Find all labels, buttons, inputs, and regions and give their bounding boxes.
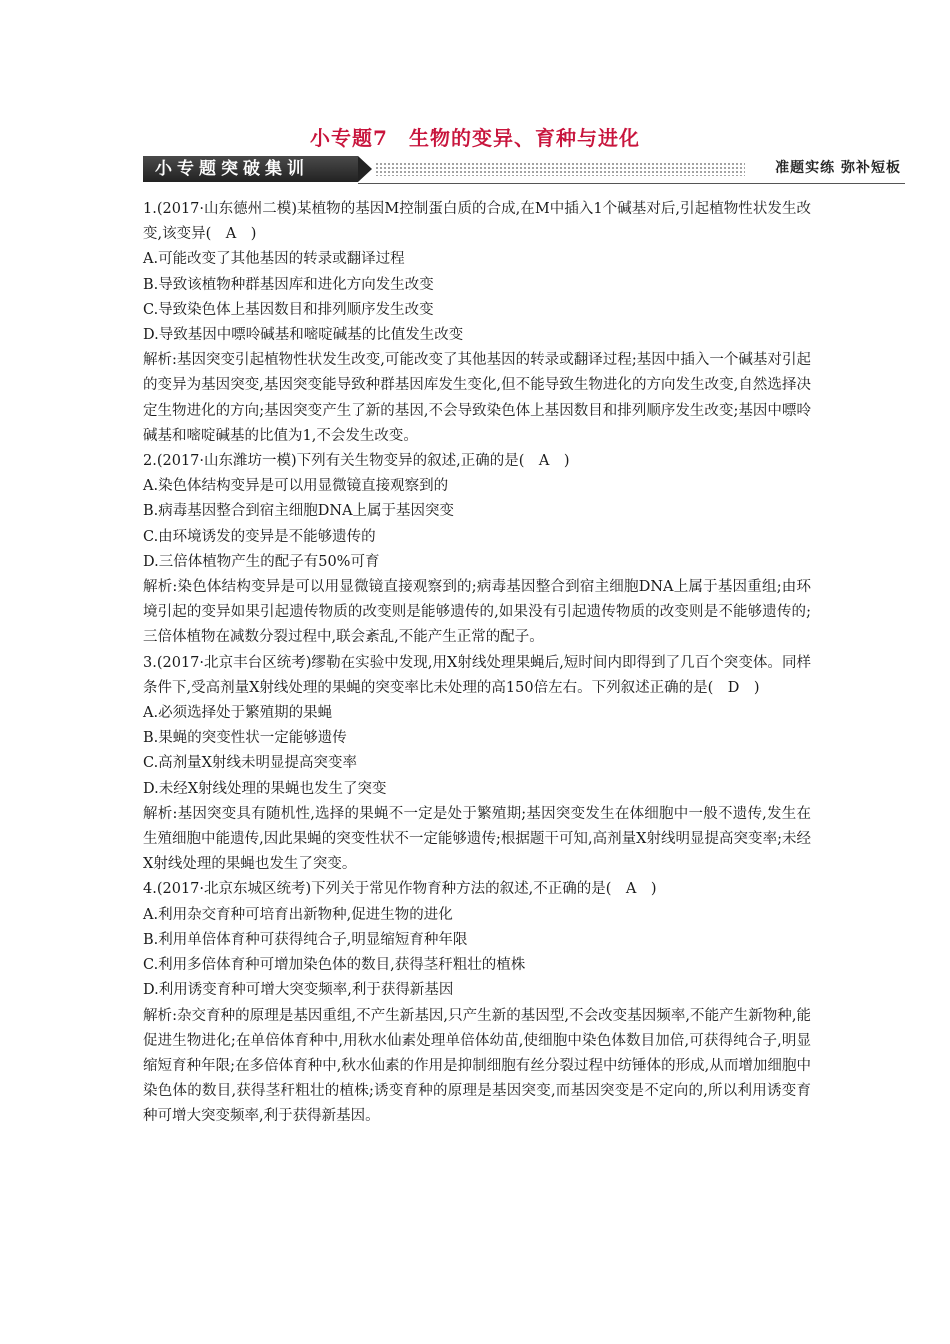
analysis: 解析:基因突变具有随机性,选择的果蝇不一定是处于繁殖期;基因突变发生在体细胞中一般不遗传,发生在生殖细胞中能遗传,因此果蝇的突变性状不一定能够遗传;根据题干可知,高剂量X射线明显提高突变率;未经X射线处理的果蝇也发生了突变。 (143, 805, 811, 873)
analysis: 解析:基因突变引起植物性状发生改变,可能改变了其他基因的转录或翻译过程;基因中插入一个碱基对引起的变异为基因突变,基因突变能导致种群基因库发生变化,但不能导致生物进化的方向发生改变,自然选择决定生物进化的方向;基因突变产生了新的基因,不会导致染色体上基因数目和排列顺序发生改变;基因中嘌呤碱基和嘧啶碱基的比值为1,不会发生改变。 (143, 352, 811, 444)
analysis: 解析:染色体结构变异是可以用显微镜直接观察到的;病毒基因整合到宿主细胞DNA上属于基因重组;由环境引起的变异如果引起遗传物质的改变则是能够遗传的,如果没有引起遗传物质的改变则是不能够遗传的;三倍体植物在减数分裂过程中,联会紊乱,不能产生正常的配子。 (143, 579, 811, 646)
question-stem: 3.(2017·北京丰台区统考)缪勒在实验中发现,用X射线处理果蝇后,短时间内即得到了几百个突变体。同样条件下,受高剂量X射线处理的果蝇的突变率比未处理的高150倍左右。下列叙述正确的是( D ) (143, 654, 811, 696)
banner-dotted-pattern (375, 162, 745, 176)
question-1 (143, 197, 811, 449)
banner-slogan: 准题实练 弥补短板 (775, 160, 901, 176)
option-b: B.导致该植物种群基因库和进化方向发生改变 (143, 276, 434, 293)
option-b: B.利用单倍体育种可获得纯合子,明显缩短育种年限 (143, 931, 468, 948)
option-c: C.由环境诱发的变异是不能够遗传的 (143, 528, 376, 545)
question-3 (143, 651, 811, 878)
option-b: B.病毒基因整合到宿主细胞DNA上属于基因突变 (143, 503, 455, 520)
option-d: D.利用诱变育种可增大突变频率,利于获得新基因 (143, 982, 454, 999)
section-banner (143, 154, 905, 184)
question-stem: 4.(2017·北京东城区统考)下列关于常见作物育种方法的叙述,不正确的是( A ) (143, 881, 657, 898)
question-stem: 1.(2017·山东德州二模)某植物的基因M控制蛋白质的合成,在M中插入1个碱基对后,引起植物性状发生改变,该变异( A ) (143, 201, 811, 243)
question-list (143, 197, 811, 1130)
option-d: D.导致基因中嘌呤碱基和嘧啶碱基的比值发生改变 (143, 327, 464, 344)
option-a: A.可能改变了其他基因的转录或翻译过程 (143, 251, 405, 268)
option-c: C.导致染色体上基因数目和排列顺序发生改变 (143, 301, 434, 318)
option-d: D.三倍体植物产生的配子有50%可育 (143, 553, 380, 570)
banner-arrow-icon (358, 156, 372, 182)
option-d: D.未经X射线处理的果蝇也发生了突变 (143, 780, 387, 797)
banner-label: 小专题突破集训 (143, 156, 358, 182)
banner-divider (358, 183, 905, 184)
option-b: B.果蝇的突变性状一定能够遗传 (143, 730, 347, 747)
analysis: 解析:杂交育种的原理是基因重组,不产生新基因,只产生新的基因型,不会改变基因频率,不能产生新物种,能促进生物进化;在单倍体育种中,用秋水仙素处理单倍体幼苗,使细胞中染色体数目加倍,可获得纯合子,明显缩短育种年限;在多倍体育种中,秋水仙素的作用是抑制细胞有丝分裂过程中纺锤体的形成,从而增加细胞中染色体的数目,获得茎秆粗壮的植株;诱变育种的原理是基因突变,而基因突变是不定向的,所以利用诱变育种可增大突变频率,利于获得新基因。 (143, 1007, 811, 1125)
option-a: A.必须选择处于繁殖期的果蝇 (143, 705, 333, 722)
option-a: A.利用杂交育种可培育出新物种,促进生物的进化 (143, 906, 453, 923)
option-c: C.利用多倍体育种可增加染色体的数目,获得茎秆粗壮的植株 (143, 957, 526, 974)
option-a: A.染色体结构变异是可以用显微镜直接观察到的 (143, 478, 449, 495)
question-4 (143, 877, 811, 1129)
question-2 (143, 449, 811, 651)
question-stem: 2.(2017·山东潍坊一模)下列有关生物变异的叙述,正确的是( A ) (143, 453, 570, 470)
page-title: 小专题7 生物的变异、育种与进化 (310, 126, 640, 150)
option-c: C.高剂量X射线未明显提高突变率 (143, 755, 358, 772)
